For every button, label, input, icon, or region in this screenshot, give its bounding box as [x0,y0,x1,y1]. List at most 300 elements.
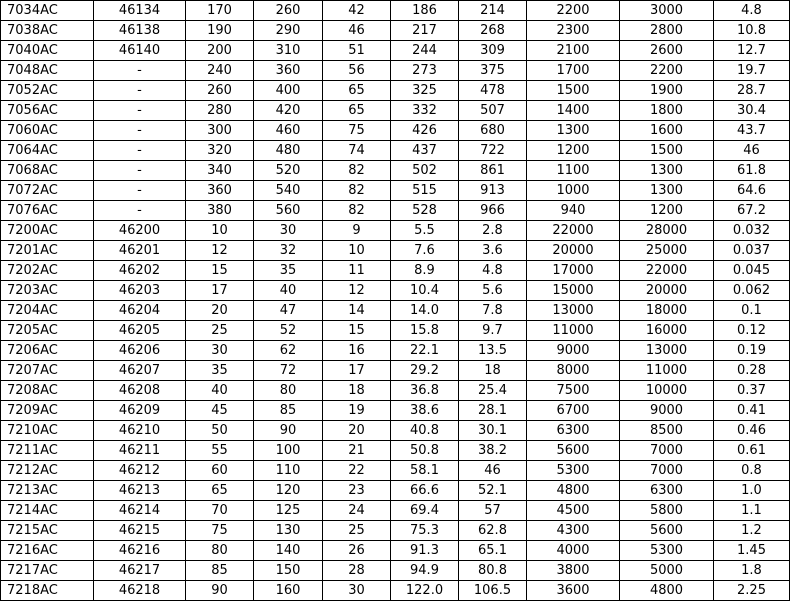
table-cell: 14 [323,301,391,321]
table-cell: 90 [254,421,323,441]
table-cell: 10.4 [391,281,459,301]
table-row [1,261,790,281]
table-cell: 46215 [94,521,186,541]
table-cell: - [94,61,186,81]
table-cell: 0.46 [714,421,790,441]
table-cell: 7.8 [459,301,527,321]
table-cell: 46202 [94,261,186,281]
table-cell: 1300 [527,121,620,141]
table-cell: 861 [459,161,527,181]
table-cell: 3.6 [459,241,527,261]
table-cell: 30.1 [459,421,527,441]
table-cell: 2.25 [714,581,790,601]
table-cell: 12 [323,281,391,301]
table-cell: 0.37 [714,381,790,401]
table-row [1,481,790,501]
table-cell: 46213 [94,481,186,501]
table-cell: 1700 [527,61,620,81]
table-cell: 46 [323,21,391,41]
table-cell: 1600 [620,121,714,141]
table-cell: 140 [254,541,323,561]
table-cell: 80.8 [459,561,527,581]
table-cell: 1500 [620,141,714,161]
table-cell: 310 [254,41,323,61]
table-cell: 5600 [527,441,620,461]
table-cell: 13000 [620,341,714,361]
table-cell: 46203 [94,281,186,301]
table-cell: 62.8 [459,521,527,541]
table-cell: 4800 [620,581,714,601]
table-cell: 5800 [620,501,714,521]
table-cell: 46217 [94,561,186,581]
table-cell: 24 [323,501,391,521]
table-cell: 46204 [94,301,186,321]
table-cell: 7.6 [391,241,459,261]
table-cell: 9000 [620,401,714,421]
table-cell: 62 [254,341,323,361]
table-row [1,281,790,301]
table-cell: - [94,161,186,181]
table-cell: 19.7 [714,61,790,81]
table-cell: 0.41 [714,401,790,421]
table-cell: 360 [186,181,254,201]
table-cell: 82 [323,181,391,201]
table-cell: 5600 [620,521,714,541]
table-cell: 106.5 [459,581,527,601]
table-cell: 240 [186,61,254,81]
table-cell: 360 [254,61,323,81]
table-cell: 150 [254,561,323,581]
table-cell: 1300 [620,181,714,201]
table-cell: 11 [323,261,391,281]
table-cell: 217 [391,21,459,41]
table-cell: 17 [323,361,391,381]
table-cell: 11000 [620,361,714,381]
table-cell: 12 [186,241,254,261]
table-cell: 20 [186,301,254,321]
table-cell: 100 [254,441,323,461]
table-cell: 1.45 [714,541,790,561]
table-cell: 437 [391,141,459,161]
table-cell: 290 [254,21,323,41]
table-cell: 3000 [620,1,714,21]
table-cell: 15 [323,321,391,341]
table-row [1,41,790,61]
table-row [1,441,790,461]
table-row [1,181,790,201]
table-cell: 35 [186,361,254,381]
table-cell: 507 [459,101,527,121]
table-row [1,461,790,481]
table-cell: 46205 [94,321,186,341]
table-cell: 58.1 [391,461,459,481]
table-cell: 28.1 [459,401,527,421]
table-row [1,381,790,401]
table-cell: 47 [254,301,323,321]
table-cell: - [94,101,186,121]
table-cell: 38.6 [391,401,459,421]
table-row [1,501,790,521]
table-cell: 9.7 [459,321,527,341]
table-cell: - [94,121,186,141]
table-cell: 46216 [94,541,186,561]
table-cell: 0.062 [714,281,790,301]
table-cell: 28.7 [714,81,790,101]
table-cell: 7215AC [1,521,94,541]
table-cell: 7208AC [1,381,94,401]
table-cell: 1100 [527,161,620,181]
table-cell: 6700 [527,401,620,421]
table-cell: 3600 [527,581,620,601]
table-cell: 7202AC [1,261,94,281]
table-cell: 480 [254,141,323,161]
table-cell: 40.8 [391,421,459,441]
table-cell: 1200 [620,201,714,221]
table-cell: 560 [254,201,323,221]
table-cell: 7216AC [1,541,94,561]
table-cell: 340 [186,161,254,181]
table-cell: 36.8 [391,381,459,401]
table-cell: 7201AC [1,241,94,261]
table-cell: 75 [186,521,254,541]
table-cell: 0.1 [714,301,790,321]
table-cell: 50.8 [391,441,459,461]
table-cell: 10.8 [714,21,790,41]
table-cell: 5.5 [391,221,459,241]
table-row [1,521,790,541]
table-cell: 91.3 [391,541,459,561]
table-cell: 25000 [620,241,714,261]
table-cell: 7034AC [1,1,94,21]
table-cell: 7000 [620,461,714,481]
table-cell: 30 [254,221,323,241]
table-cell: 15000 [527,281,620,301]
table-cell: 966 [459,201,527,221]
table-cell: 380 [186,201,254,221]
table-cell: 2.8 [459,221,527,241]
table-row [1,101,790,121]
table-cell: 26 [323,541,391,561]
table-cell: 16 [323,341,391,361]
table-cell: - [94,141,186,161]
table-cell: 420 [254,101,323,121]
table-row [1,161,790,181]
table-cell: - [94,181,186,201]
table-cell: 50 [186,421,254,441]
table-cell: 17 [186,281,254,301]
table-cell: 7048AC [1,61,94,81]
table-cell: 7206AC [1,341,94,361]
table-cell: 722 [459,141,527,161]
table-cell: 680 [459,121,527,141]
table-cell: 82 [323,201,391,221]
table-cell: 46138 [94,21,186,41]
table-cell: 1400 [527,101,620,121]
table-cell: 46 [459,461,527,481]
table-cell: 1200 [527,141,620,161]
table-row [1,121,790,141]
table-cell: 56 [323,61,391,81]
table-cell: 35 [254,261,323,281]
table-cell: 502 [391,161,459,181]
table-cell: 4.8 [714,1,790,21]
table-cell: 7205AC [1,321,94,341]
table-cell: 80 [186,541,254,561]
table-cell: 10 [186,221,254,241]
table-cell: 2600 [620,41,714,61]
table-cell: 61.8 [714,161,790,181]
table-cell: 67.2 [714,201,790,221]
table-cell: 5000 [620,561,714,581]
table-cell: 94.9 [391,561,459,581]
table-cell: 28 [323,561,391,581]
table-cell: 7207AC [1,361,94,381]
table-row [1,81,790,101]
table-row [1,241,790,261]
table-cell: 90 [186,581,254,601]
table-cell: 7056AC [1,101,94,121]
table-cell: 11000 [527,321,620,341]
table-cell: 325 [391,81,459,101]
table-cell: 4.8 [459,261,527,281]
table-cell: 7211AC [1,441,94,461]
table-cell: 520 [254,161,323,181]
table-cell: 130 [254,521,323,541]
table-cell: 46214 [94,501,186,521]
table-cell: 42 [323,1,391,21]
table-cell: 10 [323,241,391,261]
table-cell: 913 [459,181,527,201]
table-row [1,421,790,441]
table-cell: 9 [323,221,391,241]
table-cell: 22.1 [391,341,459,361]
table-cell: 46209 [94,401,186,421]
table-row [1,341,790,361]
table-cell: 309 [459,41,527,61]
table-cell: 15.8 [391,321,459,341]
table-cell: 46201 [94,241,186,261]
table-cell: 5.6 [459,281,527,301]
table-body [1,1,790,601]
table-cell: 25.4 [459,381,527,401]
table-cell: 72 [254,361,323,381]
table-cell: 540 [254,181,323,201]
table-cell: 7000 [620,441,714,461]
table-row [1,1,790,21]
table-cell: 69.4 [391,501,459,521]
table-row [1,221,790,241]
table-cell: 25 [186,321,254,341]
table-cell: 14.0 [391,301,459,321]
table-cell: 17000 [527,261,620,281]
table-cell: 2200 [527,1,620,21]
table-cell: 45 [186,401,254,421]
table-cell: 23 [323,481,391,501]
table-cell: 7052AC [1,81,94,101]
table-cell: 170 [186,1,254,21]
table-cell: 65 [323,101,391,121]
table-cell: 70 [186,501,254,521]
table-cell: 0.19 [714,341,790,361]
table-cell: 38.2 [459,441,527,461]
table-cell: 51 [323,41,391,61]
table-cell: 46206 [94,341,186,361]
table-cell: 2200 [620,61,714,81]
table-cell: - [94,201,186,221]
table-cell: 1000 [527,181,620,201]
table-cell: 0.12 [714,321,790,341]
table-cell: 25 [323,521,391,541]
table-cell: 15 [186,261,254,281]
table-cell: 5300 [620,541,714,561]
table-cell: 13.5 [459,341,527,361]
table-cell: 7214AC [1,501,94,521]
table-cell: 332 [391,101,459,121]
table-cell: 0.045 [714,261,790,281]
table-cell: 160 [254,581,323,601]
table-cell: 460 [254,121,323,141]
table-cell: 478 [459,81,527,101]
table-cell: 186 [391,1,459,21]
table-cell: 7218AC [1,581,94,601]
table-cell: 46200 [94,221,186,241]
table-cell: 6300 [527,421,620,441]
table-cell: 273 [391,61,459,81]
table-cell: 7200AC [1,221,94,241]
table-cell: 8.9 [391,261,459,281]
table-cell: 82 [323,161,391,181]
table-cell: 8000 [527,361,620,381]
table-cell: 120 [254,481,323,501]
table-cell: 2800 [620,21,714,41]
table-row [1,21,790,41]
table-cell: 52.1 [459,481,527,501]
table-cell: 1800 [620,101,714,121]
table-row [1,401,790,421]
table-cell: 19 [323,401,391,421]
table-cell: 0.8 [714,461,790,481]
table-cell: 122.0 [391,581,459,601]
table-cell: 400 [254,81,323,101]
table-cell: 20000 [620,281,714,301]
table-cell: 9000 [527,341,620,361]
table-cell: 1900 [620,81,714,101]
table-cell: 214 [459,1,527,21]
table-cell: 4300 [527,521,620,541]
table-cell: 7500 [527,381,620,401]
table-cell: 80 [254,381,323,401]
table-cell: 57 [459,501,527,521]
table-row [1,201,790,221]
table-cell: 13000 [527,301,620,321]
table-row [1,321,790,341]
table-cell: 20000 [527,241,620,261]
table-cell: 260 [186,81,254,101]
table-cell: 46140 [94,41,186,61]
table-cell: 65.1 [459,541,527,561]
table-cell: 46210 [94,421,186,441]
table-cell: 12.7 [714,41,790,61]
table-cell: 7210AC [1,421,94,441]
table-cell: 64.6 [714,181,790,201]
table-cell: 2100 [527,41,620,61]
table-row [1,541,790,561]
table-cell: 7068AC [1,161,94,181]
table-cell: - [94,81,186,101]
table-cell: 5300 [527,461,620,481]
table-cell: 8500 [620,421,714,441]
table-cell: 7212AC [1,461,94,481]
table-cell: 30 [186,341,254,361]
table-cell: 28000 [620,221,714,241]
table-cell: 40 [254,281,323,301]
table-cell: 46218 [94,581,186,601]
table-cell: 65 [186,481,254,501]
table-cell: 1500 [527,81,620,101]
table-cell: 426 [391,121,459,141]
table-cell: 46134 [94,1,186,21]
table-cell: 65 [323,81,391,101]
table-cell: 1.0 [714,481,790,501]
table-cell: 74 [323,141,391,161]
table-cell: 32 [254,241,323,261]
table-cell: 7204AC [1,301,94,321]
table-cell: 110 [254,461,323,481]
table-cell: 85 [254,401,323,421]
table-cell: 18 [459,361,527,381]
table-cell: 46211 [94,441,186,461]
table-cell: 46208 [94,381,186,401]
table-cell: 16000 [620,321,714,341]
table-cell: 940 [527,201,620,221]
table-cell: 1300 [620,161,714,181]
table-cell: 200 [186,41,254,61]
table-cell: 7209AC [1,401,94,421]
table-cell: 1.8 [714,561,790,581]
table-cell: 30 [323,581,391,601]
table-cell: 528 [391,201,459,221]
table-cell: 4800 [527,481,620,501]
table-cell: 0.037 [714,241,790,261]
table-cell: 40 [186,381,254,401]
table-cell: 22000 [527,221,620,241]
table-cell: 52 [254,321,323,341]
table-cell: 6300 [620,481,714,501]
table-cell: 7040AC [1,41,94,61]
table-cell: 46212 [94,461,186,481]
table-cell: 85 [186,561,254,581]
table-cell: 0.28 [714,361,790,381]
table-cell: 18000 [620,301,714,321]
table-cell: 244 [391,41,459,61]
table-cell: 66.6 [391,481,459,501]
table-cell: 7064AC [1,141,94,161]
table-cell: 75 [323,121,391,141]
table-cell: 30.4 [714,101,790,121]
table-cell: 21 [323,441,391,461]
table-cell: 190 [186,21,254,41]
table-cell: 7038AC [1,21,94,41]
table-row [1,61,790,81]
table-cell: 7203AC [1,281,94,301]
table-cell: 18 [323,381,391,401]
table-cell: 125 [254,501,323,521]
table-cell: 7076AC [1,201,94,221]
table-cell: 22000 [620,261,714,281]
table-cell: 22 [323,461,391,481]
table-cell: 43.7 [714,121,790,141]
table-cell: 268 [459,21,527,41]
